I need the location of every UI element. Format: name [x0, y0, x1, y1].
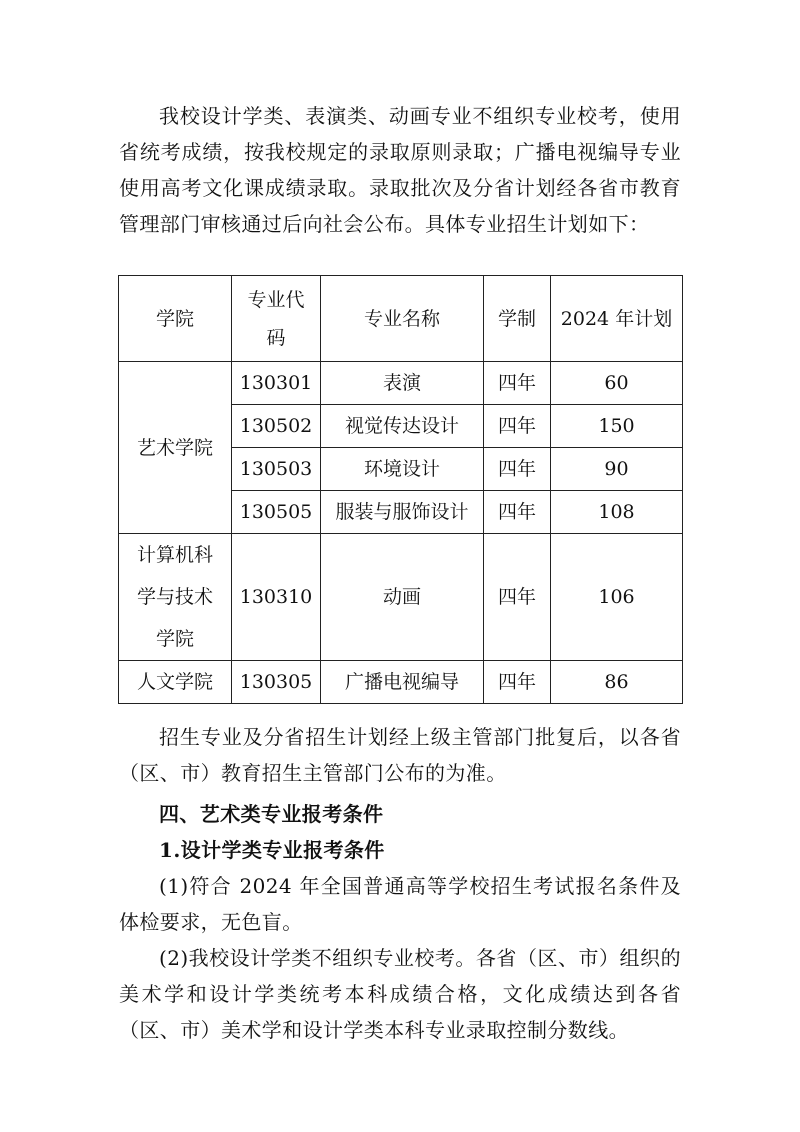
- section-heading: 四、艺术类专业报考条件: [159, 802, 384, 826]
- subsection-heading: 1.设计学类专业报考条件: [159, 838, 385, 862]
- major-code-cell: 130505: [232, 491, 321, 534]
- duration-cell: 四年: [484, 405, 551, 448]
- major-code-cell: 130310: [232, 534, 321, 661]
- major-code-cell: 130301: [232, 362, 321, 405]
- header-college: 学院: [119, 276, 232, 362]
- table-header-row: [119, 276, 683, 362]
- duration-cell: 四年: [484, 661, 551, 704]
- major-name-cell: 服装与服饰设计: [321, 491, 484, 534]
- intro-paragraph: 我校设计学类、表演类、动画专业不组织专业校考，使用省统考成绩，按我校规定的录取原则录取；广播电视编导专业使用高考文化课成绩录取。录取批次及分省计划经各省市教育管理部门审核通过后向社会公布。具体专业招生计划如下：: [119, 104, 681, 236]
- header-major-name: 专业名称: [321, 276, 484, 362]
- plan-cell: 106: [551, 534, 683, 661]
- requirement-item: (2)我校设计学类不组织专业校考。各省（区、市）组织的美术学和设计学类统考本科成绩合格，文化成绩达到各省（区、市）美术学和设计学类本科专业录取控制分数线。: [119, 946, 681, 1042]
- college-cell: 艺术学院: [119, 362, 232, 534]
- duration-cell: 四年: [484, 362, 551, 405]
- header-duration: 学制: [484, 276, 551, 362]
- plan-cell: 86: [551, 661, 683, 704]
- plan-cell: 150: [551, 405, 683, 448]
- header-major-code: 专业代码: [232, 276, 321, 362]
- duration-cell: 四年: [484, 448, 551, 491]
- major-code-cell: 130305: [232, 661, 321, 704]
- duration-cell: 四年: [484, 491, 551, 534]
- major-name-cell: 动画: [321, 534, 484, 661]
- major-name-cell: 广播电视编导: [321, 661, 484, 704]
- table-row: [119, 362, 683, 405]
- major-name-cell: 环境设计: [321, 448, 484, 491]
- major-name-cell: 视觉传达设计: [321, 405, 484, 448]
- college-cell: 人文学院: [119, 661, 232, 704]
- plan-cell: 60: [551, 362, 683, 405]
- table-row: [119, 534, 683, 661]
- college-cell: 计算机科学与技术学院: [119, 534, 232, 661]
- duration-cell: 四年: [484, 534, 551, 661]
- requirement-item: (1)符合 2024 年全国普通高等学校招生考试报名条件及体检要求，无色盲。: [119, 874, 681, 934]
- plan-cell: 90: [551, 448, 683, 491]
- major-code-cell: 130503: [232, 448, 321, 491]
- header-plan-2024: 2024 年计划: [551, 276, 683, 362]
- major-name-cell: 表演: [321, 362, 484, 405]
- note-paragraph: 招生专业及分省招生计划经上级主管部门批复后，以各省（区、市）教育招生主管部门公布的为准。: [119, 725, 681, 785]
- enrollment-plan-table: [118, 275, 683, 704]
- table-row: [119, 661, 683, 704]
- major-code-cell: 130502: [232, 405, 321, 448]
- plan-cell: 108: [551, 491, 683, 534]
